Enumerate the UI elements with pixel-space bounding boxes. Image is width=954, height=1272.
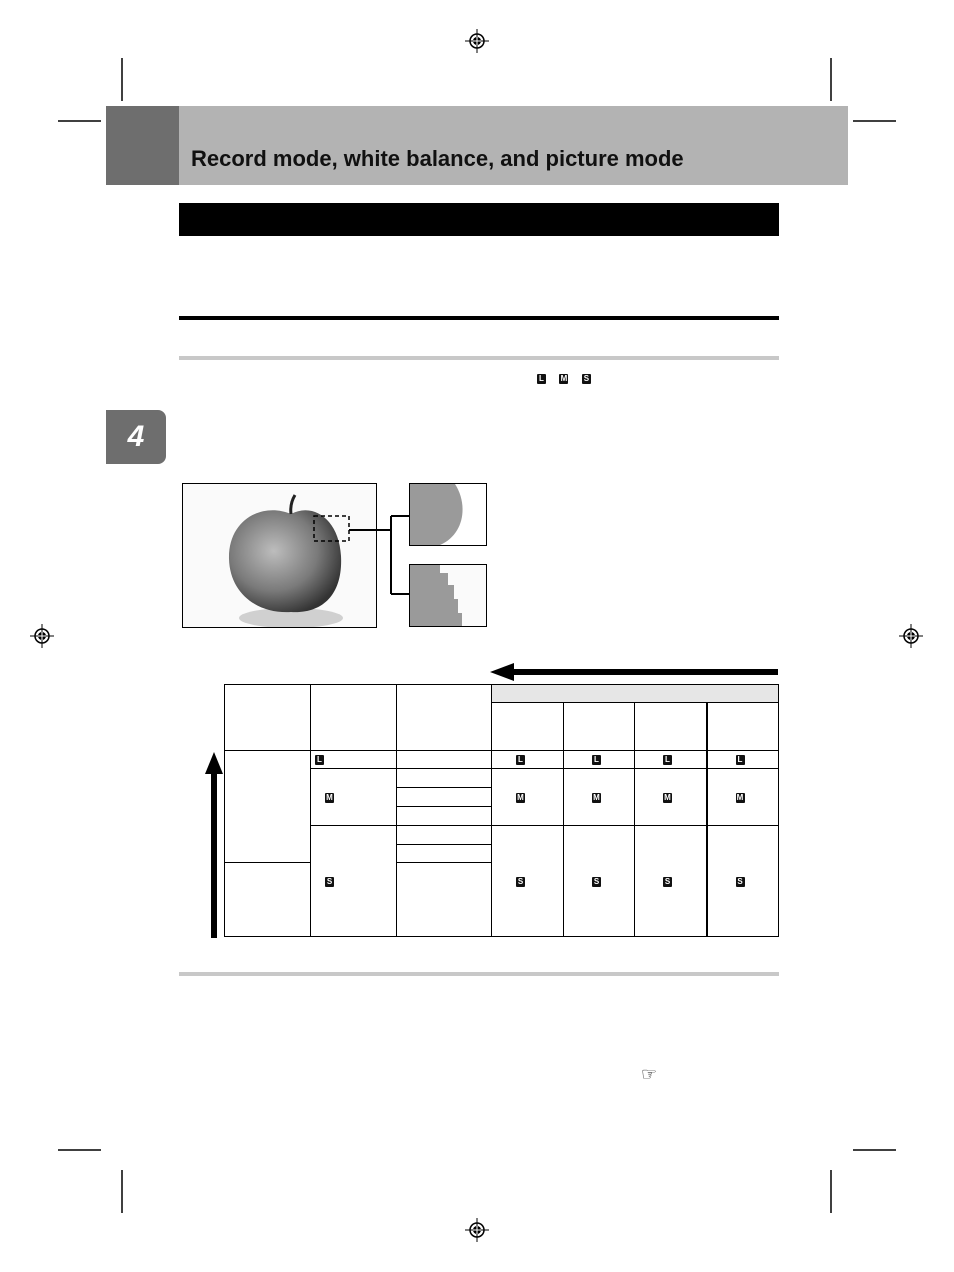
- zoom-detail-high: [409, 483, 487, 546]
- table-header-cell: [311, 685, 397, 751]
- up-arrow-icon: [205, 752, 223, 940]
- table-cell: [397, 769, 492, 788]
- table-cell: [564, 751, 635, 769]
- zoom-connector: [349, 514, 411, 596]
- page-title: Record mode, white balance, and picture mode: [191, 146, 684, 171]
- size-medium-icon: M: [664, 792, 671, 802]
- table-cell: [397, 826, 492, 845]
- subsection-rule: [179, 972, 779, 976]
- size-large-icon: L: [315, 755, 324, 765]
- table-cell: [707, 826, 779, 937]
- table-row: [225, 685, 779, 703]
- pointing-hand-icon: ☞: [641, 1064, 658, 1085]
- record-mode-table: [224, 684, 779, 937]
- table-cell: [397, 863, 492, 937]
- subsection-rule: [179, 356, 779, 360]
- table-header-cell: [492, 685, 779, 703]
- chapter-tab: 4: [106, 410, 166, 464]
- table-header-cell: [225, 685, 311, 751]
- table-cell: [225, 751, 311, 863]
- size-medium-icon: M: [326, 792, 333, 802]
- size-small-icon: S: [737, 876, 743, 886]
- size-small-icon: S: [593, 876, 600, 886]
- size-medium-icon: M: [736, 792, 744, 802]
- table-cell: [397, 807, 492, 826]
- table-cell: [397, 751, 492, 769]
- table-cell: [635, 769, 707, 826]
- size-icons-row: [537, 368, 591, 386]
- table-cell: [707, 751, 779, 769]
- table-cell: [492, 751, 564, 769]
- table-cell: [492, 769, 564, 826]
- table-cell: [311, 826, 397, 937]
- section-bar: [179, 203, 779, 236]
- table-cell: [564, 826, 635, 937]
- table-header-cell: [707, 703, 779, 751]
- table-cell: [397, 788, 492, 807]
- size-small-icon: S: [583, 374, 590, 383]
- size-medium-icon: M: [593, 792, 600, 802]
- size-small-icon: S: [517, 876, 524, 886]
- size-large-icon: L: [736, 755, 745, 765]
- header-dark-block: [106, 106, 179, 185]
- table-header-cell: [564, 703, 635, 751]
- apple-photo: [182, 483, 377, 628]
- table-cell: [707, 769, 779, 826]
- table-cell: [311, 769, 397, 826]
- size-large-icon: L: [537, 374, 546, 384]
- size-small-icon: S: [326, 876, 333, 886]
- table-row: [225, 751, 779, 769]
- table-cell: [311, 751, 397, 769]
- table-header-cell: [397, 685, 492, 751]
- zoom-detail-low: [409, 564, 487, 627]
- left-arrow-icon: [490, 663, 780, 681]
- size-medium-icon: M: [560, 374, 568, 383]
- size-large-icon: L: [516, 755, 525, 765]
- table-cell: [564, 769, 635, 826]
- size-large-icon: L: [663, 755, 672, 765]
- table-cell: [492, 826, 564, 937]
- table-cell: [635, 751, 707, 769]
- table-cell: [397, 845, 492, 863]
- size-medium-icon: M: [517, 792, 524, 802]
- table-cell: [225, 863, 311, 937]
- section-rule: [179, 316, 779, 320]
- table-cell: [635, 826, 707, 937]
- size-large-icon: L: [592, 755, 601, 765]
- table-header-cell: [635, 703, 707, 751]
- size-small-icon: S: [664, 876, 671, 886]
- table-header-cell: [492, 703, 564, 751]
